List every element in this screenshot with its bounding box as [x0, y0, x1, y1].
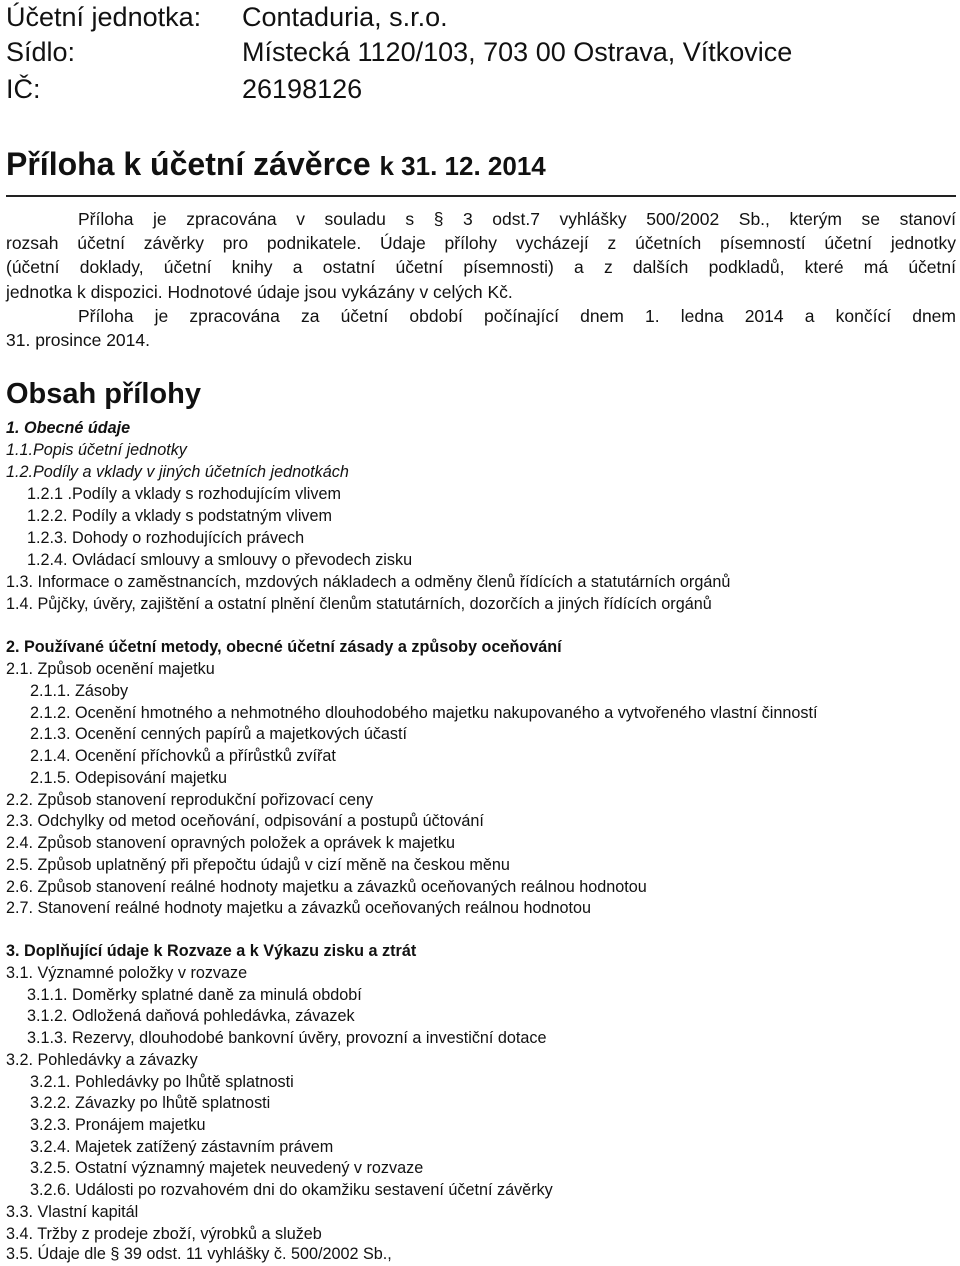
seat-label: Sídlo: — [6, 37, 76, 67]
toc-item: 2.1.2. Ocenění hmotného a nehmotného dlouhodobého majetku nakupovaného a vytvořeného vlastní činností — [30, 704, 818, 722]
toc-item: 3.2.5. Ostatní významný majetek neuvedený v rozvaze — [30, 1159, 424, 1177]
intro-paragraph — [6, 207, 956, 352]
toc-item: 1.2.4. Ovládací smlouvy a smlouvy o převodech zisku — [27, 551, 413, 569]
unit-value: Contaduria, s.r.o. — [242, 2, 448, 32]
toc-item: 3.2. Pohledávky a závazky — [6, 1051, 198, 1069]
toc-item: 1.2.3. Dohody o rozhodujících právech — [27, 529, 305, 547]
toc-item: 3.2.3. Pronájem majetku — [30, 1116, 206, 1134]
toc-item: 3.2.6. Události po rozvahovém dni do okamžiku sestavení účetní závěrky — [30, 1181, 553, 1199]
seat-row — [6, 37, 956, 67]
toc-item: 1.3. Informace o zaměstnancích, mzdových nákladech a odměny členů řídících a statutárních orgánů — [6, 573, 731, 591]
toc-item: 3.2.1. Pohledávky po lhůtě splatnosti — [30, 1073, 294, 1091]
toc-item: 2.1.1. Zásoby — [30, 682, 129, 700]
toc-item: 2.2. Způsob stanovení reprodukční pořizovací ceny — [6, 791, 374, 809]
toc-item: 2.4. Způsob stanovení opravných položek a oprávek k majetku — [6, 834, 456, 852]
toc-item: 3. Doplňující údaje k Rozvaze a k Výkazu zisku a ztrát — [6, 942, 417, 960]
toc-item: 3.1.3. Rezervy, dlouhodobé bankovní úvěry, provozní a investiční dotace — [27, 1029, 547, 1047]
toc-item: 1.1.Popis účetní jednotky — [6, 441, 187, 459]
toc-item: 3.2.4. Majetek zatížený zástavním právem — [30, 1138, 334, 1156]
toc-item: 1. Obecné údaje — [6, 419, 131, 437]
page-title — [6, 146, 546, 184]
id-label: IČ: — [6, 74, 41, 104]
toc-item: 2.1. Způsob ocenění majetku — [6, 660, 215, 678]
toc-item: 2.1.5. Odepisování majetku — [30, 769, 228, 787]
toc-item: 1.4. Půjčky, úvěry, zajištění a ostatní plnění členům statutárních, dozorčích a jiných řídících orgánů — [6, 595, 712, 613]
title-date: k 31. 12. 2014 — [379, 151, 546, 181]
id-row — [6, 74, 956, 104]
intro-line: (účetní doklady, účetní knihy a ostatní účetní písemnosti) a z dalších podkladů, které má účetní — [6, 257, 956, 278]
toc-item: 2.3. Odchylky od metod oceňování, odpisování a postupů účtování — [6, 812, 484, 830]
intro-line: Příloha je zpracována v souladu s § 3 odst.7 vyhlášky 500/2002 Sb., kterým se stanoví — [78, 209, 956, 229]
toc-item: 1.2.2. Podíly a vklady s podstatným vlivem — [27, 507, 333, 525]
intro-line: Příloha je zpracována za účetní období počínající dnem 1. ledna 2014 a končící dnem — [78, 305, 956, 326]
intro-line: rozsah účetní závěrky pro podnikatele. Údaje přílohy vycházejí z účetních písemností účetní jednotky — [6, 233, 956, 254]
toc-item: 2.5. Způsob uplatněný při přepočtu údajů v cizí měně na českou měnu — [6, 856, 510, 874]
title-divider — [6, 195, 956, 197]
unit-row — [6, 2, 956, 32]
toc-item: 2.7. Stanovení reálné hodnoty majetku a závazků oceňovaných reálnou hodnotou — [6, 899, 591, 917]
intro-line: 31. prosince 2014. — [6, 330, 150, 351]
toc-item: 3.1.1. Doměrky splatné daně za minulá období — [27, 986, 362, 1004]
contents-heading: Obsah přílohy — [6, 378, 201, 410]
toc-item: 3.5. Údaje dle § 39 odst. 11 vyhlášky č. 500/2002 Sb., — [6, 1245, 392, 1263]
toc-item: 2. Používané účetní metody, obecné účetní zásady a způsoby oceňování — [6, 638, 562, 656]
title-main: Příloha k účetní závěrce — [6, 146, 371, 182]
unit-label: Účetní jednotka: — [6, 2, 202, 32]
toc-item: 3.3. Vlastní kapitál — [6, 1203, 139, 1221]
toc-item: 3.1. Významné položky v rozvaze — [6, 964, 248, 982]
seat-value: Místecká 1120/103, 703 00 Ostrava, Vítkovice — [242, 37, 793, 67]
toc-item: 2.1.3. Ocenění cenných papírů a majetkových účastí — [30, 725, 408, 743]
toc-item: 2.6. Způsob stanovení reálné hodnoty majetku a závazků oceňovaných reálnou hodnotou — [6, 878, 647, 896]
toc-item: 3.2.2. Závazky po lhůtě splatnosti — [30, 1094, 271, 1112]
toc-item: 1.2.Podíly a vklady v jiných účetních jednotkách — [6, 463, 349, 481]
toc-item: 2.1.4. Ocenění příchovků a přírůstků zvířat — [30, 747, 336, 765]
intro-line: jednotka k dispozici. Hodnotové údaje jsou vykázány v celých Kč. — [6, 281, 513, 302]
id-value: 26198126 — [242, 74, 363, 104]
toc-item: 3.1.2. Odložená daňová pohledávka, závazek — [27, 1007, 355, 1025]
toc-item: 1.2.1 .Podíly a vklady s rozhodujícím vlivem — [27, 485, 341, 503]
toc-item: 3.4. Tržby z prodeje zboží, výrobků a služeb — [6, 1225, 322, 1243]
